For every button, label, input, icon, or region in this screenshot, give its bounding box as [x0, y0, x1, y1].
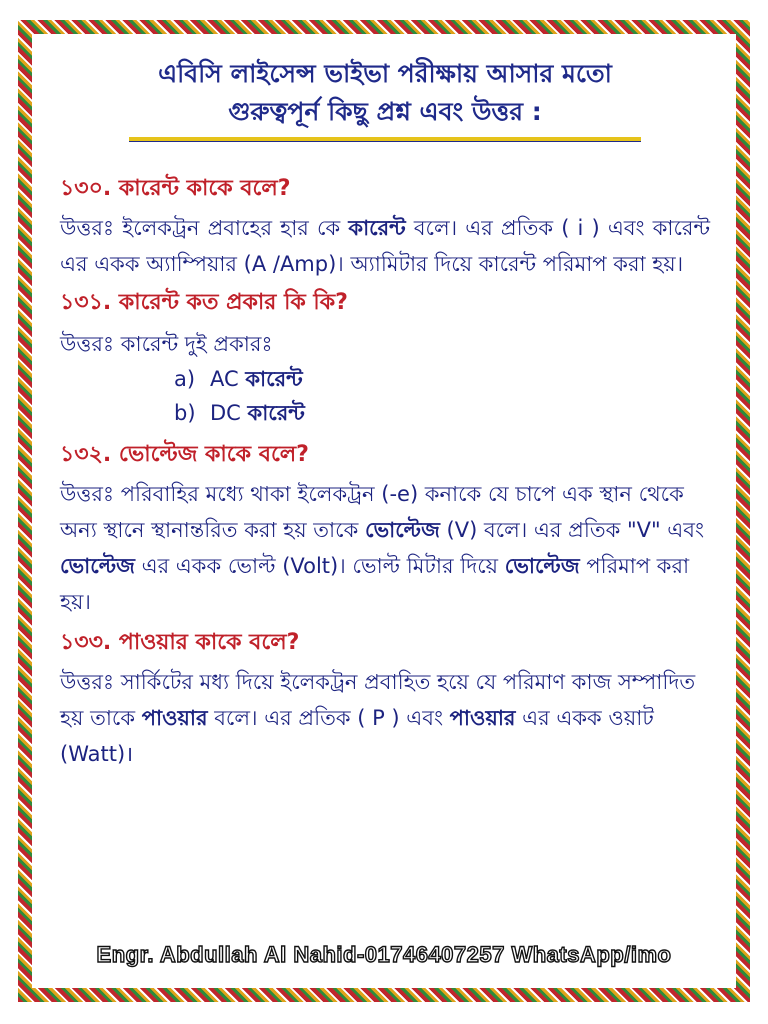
list-marker: b)	[174, 401, 196, 425]
answer-130-bold: কারেন্ট	[348, 216, 406, 240]
answer-130-part1: উত্তরঃ ইলেকট্রন প্রবাহের হার কে	[60, 216, 349, 240]
list-item	[60, 396, 710, 430]
list-item-prefix: DC	[210, 401, 248, 425]
answer-133-part1: উত্তরঃ সার্কিটের মধ্য দিয়ে ইলেকট্রন প্রবাহিত হয়ে যে পরিমাণ কাজ সম্পাদিত হয় তাকে	[60, 670, 696, 730]
answer-133-part2: বলে। এর প্রতিক ( P ) এবং	[207, 706, 450, 730]
question-133: ১৩৩. পাওয়ার কাকে বলে?	[60, 630, 300, 655]
list-marker: a)	[174, 367, 196, 391]
answer-132-bold-2: ভোল্টেজ	[60, 554, 135, 578]
document-content	[60, 55, 710, 772]
answer-130-part2: বলে। এর প্রতিক ( i ) এবং কারেন্ট এর একক অ্যাম্পিয়ার (A /Amp)। অ্যামিটার দিয়ে কারেন্ট পরিমাপ করা হয়।	[60, 216, 711, 276]
current-types-list	[60, 362, 710, 430]
list-item-bold: কারেন্ট	[245, 367, 303, 391]
answer-132-part2: (V) বলে। এর প্রতিক "V" এবং	[439, 518, 705, 542]
title-line-2: গুরুত্বপূর্ন কিছু প্রশ্ন এবং উত্তর :	[228, 97, 542, 126]
list-item-bold: কারেন্ট	[247, 401, 305, 425]
answer-132-part3: এর একক ভোল্ট (Volt)। ভোল্ট মিটার দিয়ে	[134, 554, 505, 578]
answer-131: উত্তরঃ কারেন্ট দুই প্রকারঃ	[60, 332, 273, 356]
answer-133-bold-2: পাওয়ার	[449, 706, 516, 730]
answer-133-bold-1: পাওয়ার	[141, 706, 208, 730]
answer-132-part1: উত্তরঃ পরিবাহির মধ্যে থাকা ইলেকট্রন (-e) কনাকে যে চাপে এক স্থান থেকে অন্য স্থানে স্থানান্তরিত করা হয় তাকে	[60, 482, 684, 542]
answer-132-part4: পরিমাপ করা হয়।	[60, 554, 690, 614]
question-131: ১৩১. কারেন্ট কত প্রকার কি কি?	[60, 290, 348, 315]
question-132: ১৩২. ভোল্টেজ কাকে বলে?	[60, 442, 309, 467]
answer-132-bold-1: ভোল্টেজ	[364, 518, 440, 542]
list-item-prefix: AC	[210, 367, 246, 391]
answer-133	[60, 664, 710, 772]
author-contact-footer: Engr. Abdullah Al Nahid-01746407257 WhatsApp/imo	[96, 942, 672, 967]
title-line-1: এবিসি লাইসেন্স ভাইভা পরীক্ষায় আসার মতো	[158, 59, 612, 88]
answer-130	[60, 210, 710, 282]
list-item	[60, 362, 710, 396]
answer-133-part3: এর একক ওয়াট (Watt)।	[60, 706, 654, 766]
answer-132-bold-3: ভোল্টেজ	[504, 554, 580, 578]
answer-132	[60, 476, 710, 620]
question-130: ১৩০. কারেন্ট কাকে বলে?	[60, 176, 291, 201]
